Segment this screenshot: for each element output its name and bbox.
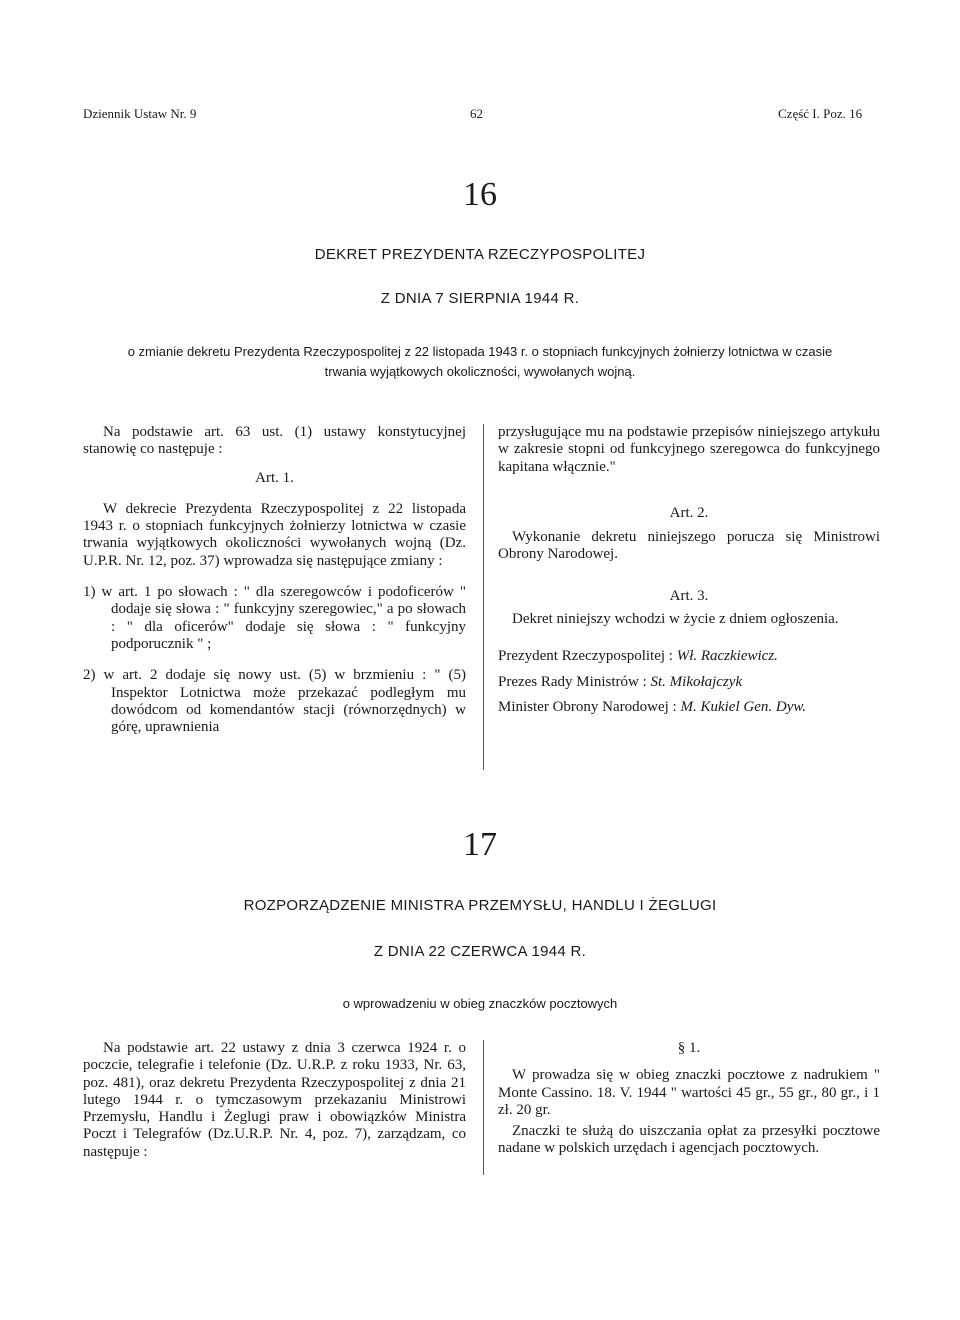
- act-16-subject-line2: trwania wyjątkowych okoliczności, wywołanych wojną.: [324, 364, 636, 379]
- act-17-left-column: [83, 1040, 466, 1161]
- column-divider-2: [483, 1040, 484, 1175]
- signature-president: [498, 648, 880, 665]
- article-3-text: Dekret niniejszy wchodzi w życie z dniem ogłoszenia.: [512, 611, 839, 628]
- signature-prime-minister-label: Prezes Rady Ministrów :: [498, 673, 647, 690]
- article-1-heading: Art. 1.: [255, 469, 294, 486]
- amendment-point-2: 2) w art. 2 dodaje się nowy ust. (5) w brzmieniu : " (5) Inspektor Lotnictwa może przekazać podległym mu dowódcom od komendantów stacji (równorzędnych) w górę, uprawnienia: [83, 667, 466, 736]
- act-16-title: DEKRET PREZYDENTA RZECZYPOSPOLITEJ: [314, 246, 646, 263]
- signature-defence-minister-name: M. Kukiel Gen. Dyw.: [680, 698, 806, 715]
- act-number-17: 17: [463, 826, 497, 863]
- page-number: 62: [470, 106, 483, 121]
- act-16-date: Z DNIA 7 SIERPNIA 1944 R.: [380, 290, 580, 307]
- section-1-heading: § 1.: [677, 1040, 701, 1056]
- signature-prime-minister: [498, 674, 880, 691]
- column-divider: [483, 424, 484, 770]
- signature-defence-minister: [498, 699, 880, 716]
- signature-president-label: Prezydent Rzeczypospolitej :: [498, 648, 673, 665]
- act-16-right-column: [498, 424, 880, 716]
- article-3-heading: Art. 3.: [669, 587, 709, 604]
- article-2-heading: Art. 2.: [669, 504, 709, 521]
- part-position: Część I. Poz. 16: [778, 106, 863, 121]
- amendment-point-1: 1) w art. 1 po słowach : " dla szeregowców i podoficerów " dodaje się słowa : " funkcyjny szeregowiec," a po słowach : " dla oficerów" dodaje się słowa : " funkcyjny podporucznik " ;: [83, 584, 466, 652]
- journal-title: Dziennik Ustaw Nr. 9: [83, 106, 197, 121]
- article-2-text: Wykonanie dekretu niniejszego porucza się Ministrowi Obrony Narodowej.: [498, 529, 880, 563]
- act-16-left-column: [83, 424, 466, 736]
- section-1-text: W prowadza się w obieg znaczki pocztowe z nadrukiem " Monte Cassino. 18. V. 1944 " wartości 45 gr., 55 gr., 80 gr., i 1 zł. 20 gr.: [498, 1067, 880, 1118]
- act-17-title: ROZPORZĄDZENIE MINISTRA PRZEMYSŁU, HANDLU I ŻEGLUGI: [243, 897, 717, 914]
- article-1-text: W dekrecie Prezydenta Rzeczypospolitej z 22 listopada 1943 r. o stopniach funkcyjnych żołnierzy lotnictwa w czasie trwania wyjątkowych okoliczności wywołanych wojną (Dz. U.P.R. Nr. 12, poz. 37) wprowadza się następujące zmiany :: [83, 500, 466, 569]
- section-1-text-2: Znaczki te służą do uiszczania opłat za przesyłki pocztowe nadane w polskich urzędach i agencjach pocztowych.: [498, 1123, 880, 1157]
- act-17-subject: o wprowadzeniu w obieg znaczków pocztowych: [342, 996, 618, 1011]
- act-17-date: Z DNIA 22 CZERWCA 1944 R.: [373, 943, 587, 960]
- act-number-16: 16: [463, 176, 497, 213]
- act-16-subject-line1: o zmianie dekretu Prezydenta Rzeczypospolitej z 22 listopada 1943 r. o stopniach funkcyjnych żołnierzy lotnictwa w czasie: [127, 344, 833, 359]
- act-17-right-column: [498, 1040, 880, 1158]
- signature-president-name: Wł. Raczkiewicz.: [676, 648, 778, 665]
- act-16-preamble: Na podstawie art. 63 ust. (1) ustawy konstytucyjnej stanowię co następuje :: [83, 424, 466, 458]
- point-2-continuation: przysługujące mu na podstawie przepisów niniejszego artykułu w zakresie stopni od funkcyjnego szeregowca do funkcyjnego kapitana włącznie.": [498, 424, 880, 475]
- act-17-preamble: Na podstawie art. 22 ustawy z dnia 3 czerwca 1924 r. o poczcie, telegrafie i telefonie (Dz. U.R.P. z roku 1933, Nr. 63, poz. 481), oraz dekretu Prezydenta Rzeczypospolitej z dnia 21 lutego 1944 r. o tymczasowym przekazaniu Ministrowi Przemysłu, Handlu i Żeglugi praw i obowiązków Ministra Poczt i Telegrafów (Dz.U.R.P. Nr. 4, poz. 7), zarządzam, co następuje :: [83, 1040, 466, 1160]
- signature-defence-minister-label: Minister Obrony Narodowej :: [498, 698, 677, 715]
- signature-prime-minister-name: St. Mikołajczyk: [650, 673, 743, 690]
